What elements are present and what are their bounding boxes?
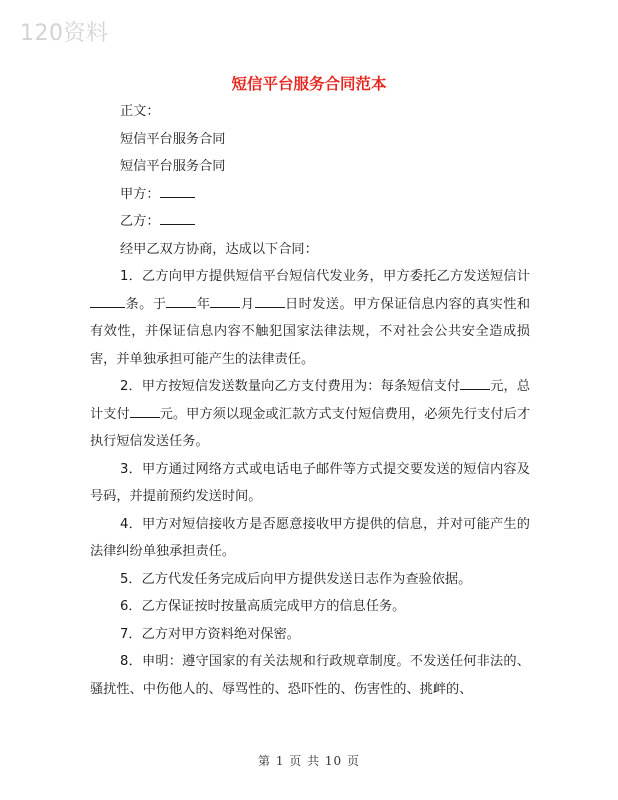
clause-2-text: 元，总计支付 <box>90 379 531 422</box>
party-b-label: 乙方： <box>120 214 160 229</box>
intro-line: 正文： <box>120 104 160 119</box>
clause-6: 6．乙方保证按时按量高质完成甲方的信息任务。 <box>120 599 406 614</box>
clause-7: 7．乙方对甲方资料绝对保密。 <box>120 626 300 642</box>
clause-2-text: 元。甲方须以现金或汇款方式支付短信费用，必须先行支付后才执行短信发送任务。 <box>90 406 531 449</box>
clause-1-text: 1．乙方向甲方提供短信平台短信代发业务，甲方委托乙方发送短信计 <box>120 269 530 284</box>
subtitle-line: 短信平台服务合同 <box>120 159 226 174</box>
clause-1-text: 日时发送。甲方保证信息内容的真实性和有效性，并保证信息内容不触犯国家法律法规，不对社会公共安全造成损害，并单独承担可能产生的法律责任。 <box>90 296 531 367</box>
clause-1-text: 月 <box>240 296 255 312</box>
party-b-blank <box>160 210 195 225</box>
unit-price-blank <box>460 375 490 390</box>
clause-1 <box>90 263 530 373</box>
document-body <box>90 98 530 703</box>
clause-2 <box>90 373 530 456</box>
party-b-line <box>90 208 530 236</box>
subtitle-line: 短信平台服务合同 <box>120 131 226 147</box>
clause-1-text: 条。于 <box>125 296 167 312</box>
clause-3: 3．甲方通过网络方式或电话电子邮件等方式提交要发送的短信内容及号码，并提前预约发送时间。 <box>90 461 530 504</box>
party-a-label: 甲方： <box>120 186 160 202</box>
clause-2-text: 2．甲方按短信发送数量向乙方支付费用为：每条短信支付 <box>120 379 461 394</box>
clause-4: 4．甲方对短信接收方是否愿意接收甲方提供的信息，并对可能产生的法律纠纷单独承担责任。 <box>90 516 530 559</box>
count-blank <box>90 293 125 308</box>
watermark-logo: 120资料 <box>20 21 109 46</box>
year-blank <box>166 293 196 308</box>
month-blank <box>210 293 240 308</box>
party-a-line <box>90 181 530 209</box>
preamble-line: 经甲乙双方协商，达成以下合同： <box>120 241 318 257</box>
day-blank <box>255 293 285 308</box>
total-price-blank <box>130 403 160 418</box>
clause-1-text: 年 <box>196 296 211 312</box>
clause-8: 8．申明：遵守国家的有关法规和行政规章制度。不发送任何非法的、骚扰性、中伤他人的、辱骂性的、恐吓性的、伤害性的、挑衅的、 <box>90 654 530 697</box>
party-a-blank <box>160 183 195 198</box>
page-footer: 第 1 页 共 10 页 <box>258 754 360 768</box>
document-title: 短信平台服务合同范本 <box>231 74 387 93</box>
clause-5: 5．乙方代发任务完成后向甲方提供发送日志作为查验依据。 <box>120 571 472 587</box>
